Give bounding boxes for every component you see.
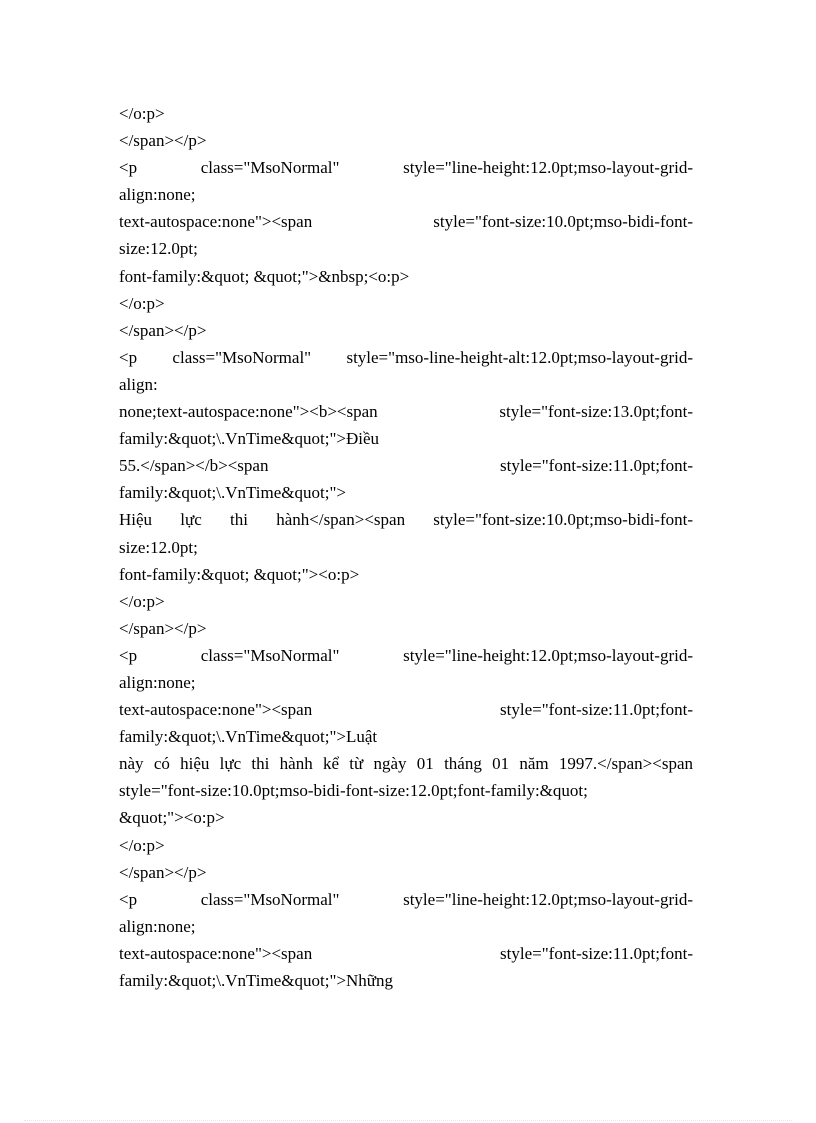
- text-line: size:12.0pt;: [119, 537, 198, 557]
- text-line: </o:p>: [119, 104, 165, 123]
- text-line: size:12.0pt;: [119, 239, 198, 259]
- text-line: align:none;: [119, 672, 196, 692]
- text-line: text-autospace:none"><span style="font-size:11.0pt;font-: [119, 700, 693, 720]
- text-line: none;text-autospace:none"><b><span style="font-size:13.0pt;font-: [119, 402, 693, 422]
- text-line: font-family:&quot; &quot;">&nbsp;<o:p>: [119, 266, 410, 286]
- text-line: font-family:&quot; &quot;"><o:p>: [119, 564, 360, 584]
- text-line: </span></p>: [119, 618, 207, 638]
- text-line: này có hiệu lực thi hành kể từ ngày 01 tháng 01 năm 1997.</span><span: [119, 754, 693, 774]
- text-line: family:&quot;\.VnTime&quot;">: [119, 483, 346, 503]
- text-line: family:&quot;\.VnTime&quot;">Điều: [119, 429, 380, 449]
- text-line: text-autospace:none"><span style="font-size:11.0pt;font-: [119, 943, 693, 963]
- text-line: style="font-size:10.0pt;mso-bidi-font-size:12.0pt;font-family:&quot;: [119, 781, 588, 801]
- text-line: align:: [119, 374, 158, 394]
- text-line: align:none;: [119, 916, 196, 936]
- text-line: </span></p>: [119, 862, 207, 882]
- text-line: &quot;"><o:p>: [119, 808, 225, 828]
- text-line: align:none;: [119, 185, 196, 205]
- text-line: </o:p>: [119, 835, 165, 855]
- text-line: Hiệu lực thi hành</span><span style="font-size:10.0pt;mso-bidi-font-: [119, 510, 693, 530]
- text-line: <p class="MsoNormal" style="line-height:12.0pt;mso-layout-grid-: [119, 889, 693, 909]
- text-line: family:&quot;\.VnTime&quot;">Luật: [119, 727, 378, 747]
- text-line: <p class="MsoNormal" style="line-height:12.0pt;mso-layout-grid-: [119, 645, 693, 665]
- text-line: </span></p>: [119, 131, 207, 151]
- text-line: 55.</span></b><span style="font-size:11.0pt;font-: [119, 456, 693, 476]
- text-line: family:&quot;\.VnTime&quot;">Những: [119, 971, 393, 990]
- page-bottom-divider: [24, 1120, 792, 1121]
- text-line: </o:p>: [119, 591, 165, 611]
- document-body: [119, 100, 693, 994]
- text-line: text-autospace:none"><span style="font-size:10.0pt;mso-bidi-font-: [119, 212, 693, 232]
- text-line: <p class="MsoNormal" style="mso-line-height-alt:12.0pt;mso-layout-grid-: [119, 347, 693, 367]
- text-line: <p class="MsoNormal" style="line-height:12.0pt;mso-layout-grid-: [119, 158, 693, 178]
- text-line: </o:p>: [119, 293, 165, 313]
- text-line: </span></p>: [119, 320, 207, 340]
